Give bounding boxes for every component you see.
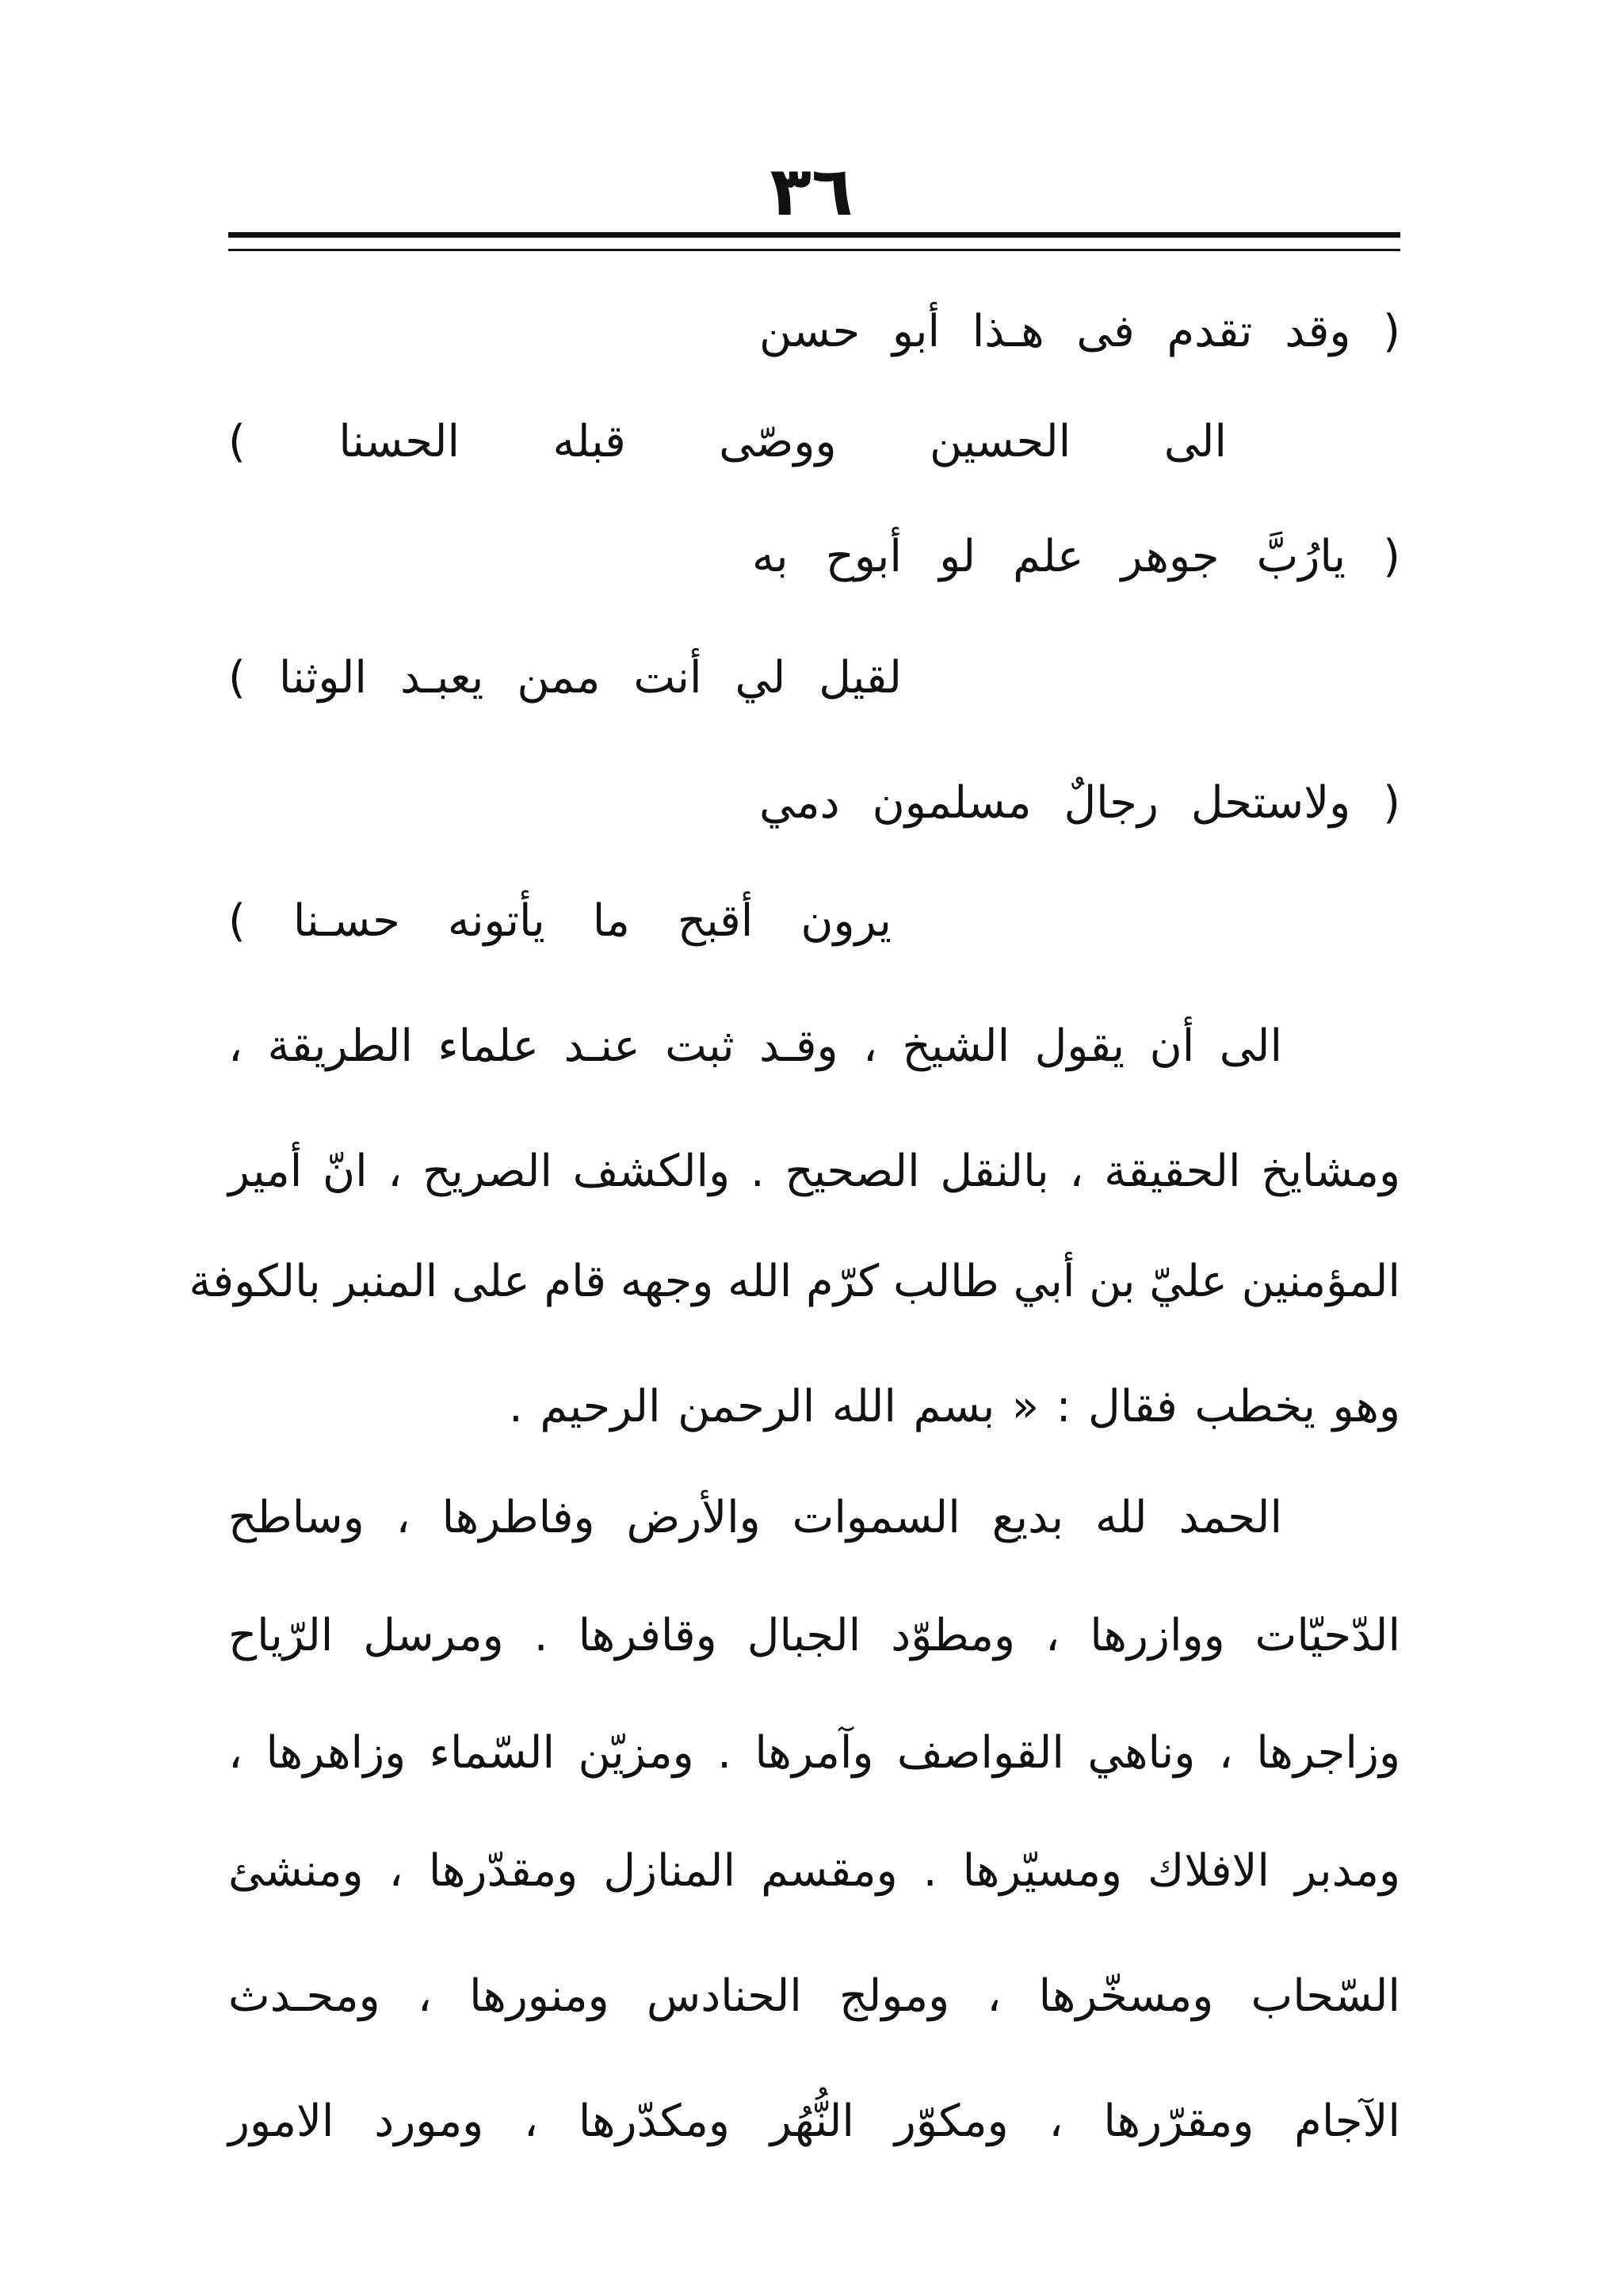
poem-verse-1-second-hemistich: الى الحسين ووصّى قبله الحسنا ) <box>228 416 1227 467</box>
poem-verse-3-first-hemistich: ( ولاستحل رجالٌ مسلمون دمي <box>759 777 1400 829</box>
page-number: ٣٦ <box>769 152 854 231</box>
paragraph-2-line-2: الدّحيّات ووازرها ، ومطوّد الجبال وقافرها . ومرسل الرّياح <box>228 1610 1400 1661</box>
paragraph-1-line-2: ومشايخ الحقيقة ، بالنقل الصحيح . والكشف الصريح ، انّ أمير <box>228 1146 1400 1197</box>
header-rule-thick <box>228 232 1400 238</box>
paragraph-2-line-6: الآجام ومقرّرها ، ومكوّر النُّهُر ومكدّرها ، ومورد الامور <box>228 2096 1400 2147</box>
poem-verse-2-first-hemistich: ( يارُبَّ جوهر علم لو أبوح به <box>752 531 1400 582</box>
poem-verse-1-first-hemistich: ( وقد تقدم فى هـذا أبو حسن <box>759 306 1400 357</box>
paragraph-2-line-3: وزاجرها ، وناهي القواصف وآمرها . ومزيّن السّماء وزاهرها ، <box>228 1727 1400 1779</box>
paragraph-1-line-4: وهو يخطب فقال : « بسم الله الرحمن الرحيم . <box>509 1381 1400 1432</box>
header-rule-thin <box>228 249 1400 251</box>
paragraph-2-line-5: السّحاب ومسخّرها ، ومولج الحنادس ومنورها ، ومحـدث <box>228 1970 1400 2022</box>
paragraph-1-line-3: المؤمنين عليّ بن أبي طالب كرّم الله وجهه قام على المنبر بالكوفة <box>189 1256 1400 1307</box>
poem-verse-2-second-hemistich: لقيل لي أنت ممن يعبـد الوثنا ) <box>228 652 902 704</box>
paragraph-2-line-1: الحمد لله بديع السموات والأرض وفاطرها ، وساطح <box>228 1492 1282 1543</box>
paragraph-2-line-4: ومدبر الافلاك ومسيّرها . ومقسم المنازل ومقدّرها ، ومنشئ <box>228 1845 1400 1897</box>
poem-verse-3-second-hemistich: يرون أقبح ما يأتونه حسـنا ) <box>228 895 892 947</box>
paragraph-1-line-1: الى أن يقول الشيخ ، وقـد ثبت عنـد علماء الطريقة ، <box>228 1020 1282 1072</box>
